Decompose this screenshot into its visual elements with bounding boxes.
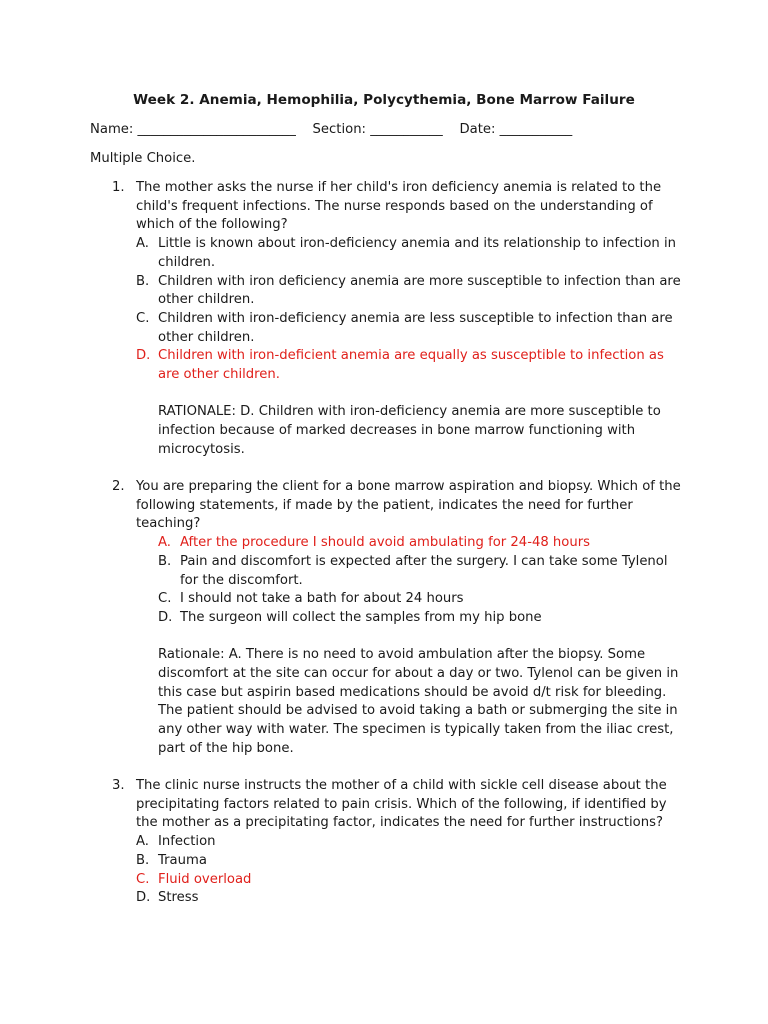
question-2 (112, 478, 682, 759)
options-list (136, 833, 682, 908)
option-a-correct: A. After the procedure I should avoid ambulating for 24-48 hours (158, 535, 591, 551)
option-b: B. Trauma (136, 852, 207, 868)
question-3 (112, 777, 682, 908)
options-list (158, 534, 682, 628)
question-number: 2. (112, 479, 125, 494)
rationale: Rationale: A. There is no need to avoid ambulation after the biopsy. Some discomfort at the site can occur for about a day or two. Tylenol can be given in this case but aspirin based medications should be avoid d/t risk for bleeding. The patient should be advised to avoid taking a bath or submerging the site in any other way with water. The specimen is typically taken from the iliac crest, part of the hip bone. (158, 647, 679, 756)
options-list (136, 235, 682, 385)
question-number: 3. (112, 778, 125, 793)
option-c: C. I should not take a bath for about 24 hours (158, 591, 464, 607)
option-c: C. Children with iron-deficiency anemia are less susceptible to infection than are other children. (136, 310, 673, 345)
option-d: D. The surgeon will collect the samples from my hip bone (158, 609, 542, 625)
question-1 (112, 179, 682, 460)
document-title: Week 2. Anemia, Hemophilia, Polycythemia, Bone Marrow Failure (133, 92, 635, 108)
option-a: A. Little is known about iron-deficiency anemia and its relationship to infection in children. (136, 236, 676, 270)
option-d: D. Stress (136, 890, 199, 906)
student-info-line: Name: ________________________ Section: ___________ Date: ___________ (90, 122, 573, 137)
option-d-correct: D. Children with iron-deficient anemia are equally as susceptible to infection as are other children. (136, 348, 664, 383)
question-number: 1. (112, 180, 125, 195)
option-b: B. Children with iron deficiency anemia are more susceptible to infection than are other children. (136, 273, 681, 308)
option-b: B. Pain and discomfort is expected after the surgery. I can take some Tylenol for the discomfort. (158, 553, 668, 588)
rationale: RATIONALE: D. Children with iron-deficiency anemia are more susceptible to infection because of marked decreases in bone marrow functioning with microcytosis. (158, 404, 661, 457)
question-stem: The clinic nurse instructs the mother of a child with sickle cell disease about the precipitating factors related to pain crisis. Which of the following, if identified by the mother as a precipitating factor, indicates the need for further instructions? (136, 778, 667, 831)
question-stem: You are preparing the client for a bone marrow aspiration and biopsy. Which of the following statements, if made by the patient, indicates the need for further teaching? (136, 479, 681, 532)
question-stem: The mother asks the nurse if her child's iron deficiency anemia is related to the child's frequent infections. The nurse responds based on the understanding of which of the following? (136, 180, 662, 233)
option-c-correct: C. Fluid overload (136, 871, 252, 887)
section-label: Multiple Choice. (90, 151, 196, 166)
option-a: A. Infection (136, 834, 216, 850)
